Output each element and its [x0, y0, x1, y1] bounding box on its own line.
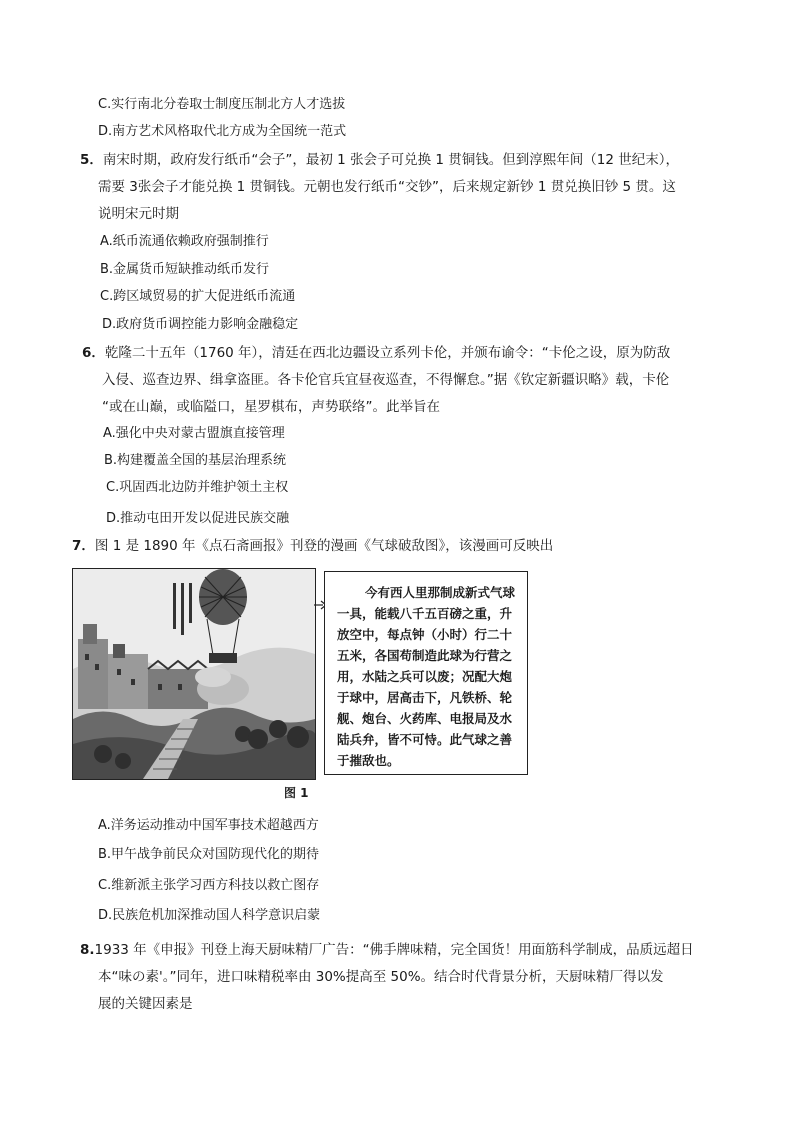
figure-text-line: 一具，能载八千五百磅之重，升: [337, 606, 513, 621]
q8-stem-1: 1933 年《申报》刊登上海天厨味精厂广告：“佛手牌味精，完全国货！用面筋科学制成，品质远超日: [94, 942, 694, 958]
q5-option-d: D.政府货币调控能力影响金融稳定: [102, 317, 299, 332]
q5-stem-2: 需要 3张会子才能兑换 1 贯铜钱。元朝也发行纸币“交钞”，后来规定新钞 1 贯兑换旧钞 5 贯。这: [98, 179, 676, 195]
q6-option-b: B.构建覆盖全国的基层治理系统: [104, 453, 287, 468]
q6-stem-2: 入侵、巡查边界、缉拿盗匪。各卡伦官兵宜昼夜巡查，不得懈怠。”据《钦定新疆识略》载，卡伦: [102, 372, 670, 388]
q8-number: 8.: [80, 942, 95, 958]
q7-option-a: A.洋务运动推动中国军事技术超越西方: [98, 818, 319, 833]
q5-option-b: B.金属货币短缺推动纸币发行: [100, 262, 270, 277]
figure-text-line: 于摧敌也。: [337, 753, 400, 768]
q7-stem: 图 1 是 1890 年《点石斋画报》刊登的漫画《气球破敌图》，该漫画可反映出: [94, 538, 554, 554]
q8-stem-2: 本“味の素'。”同年，进口味精税率由 30%提高至 50%。结合时代背景分析，天厨味精厂得以发: [98, 969, 664, 985]
q8-stem-3: 展的关键因素是: [98, 996, 193, 1012]
q5-stem-1: 南宋时期，政府发行纸币“会子”，最初 1 张会子可兑换 1 贯铜钱。但到淳熙年间（12 世纪末），: [102, 152, 679, 168]
figure-text-line: 五米，各国苟制造此球为行营之: [337, 648, 513, 663]
q5-stem-line-1: [80, 150, 679, 170]
balloon-cartoon-drawing: [73, 569, 315, 779]
q5-option-c: C.跨区域贸易的扩大促进纸币流通: [100, 289, 296, 304]
q6-option-d: D.推动屯田开发以促进民族交融: [106, 511, 290, 526]
q7-option-c: C.维新派主张学习西方科技以救亡图存: [98, 878, 320, 893]
q6-stem-3: “或在山巅，或临隘口，星罗棋布，声势联络”。此举旨在: [102, 399, 440, 415]
q6-stem-1: 乾隆二十五年（1760 年），清廷在西北边疆设立系列卡伦，并颁布谕令：“卡伦之设，原为防敌: [104, 345, 671, 361]
q7-number: 7．: [72, 538, 95, 554]
figure-caption: 图 1: [284, 786, 309, 800]
q7-option-b: B.甲午战争前民众对国防现代化的期待: [98, 847, 320, 862]
q4-option-d: D.南方艺术风格取代北方成为全国统一范式: [98, 124, 347, 139]
figure-text-line: 舰、炮台、火药库、电报局及水: [337, 711, 513, 726]
figure-text-line: 陆兵弁，皆不可恃。此气球之善: [337, 732, 513, 747]
q6-stem-line-1: [82, 343, 670, 363]
q6-option-a: A.强化中央对蒙古盟旗直接管理: [103, 426, 285, 441]
figure-text-box: [324, 571, 528, 775]
q8-stem-line-1: [80, 940, 694, 960]
q7-stem-line: [72, 536, 553, 556]
q6-option-c: C.巩固西北边防并维护领土主权: [106, 480, 289, 495]
figure-text-line: 用，水陆之兵可以废；况配大炮: [337, 669, 513, 684]
figure-text-line: 于球中，居高击下，凡铁桥、轮: [337, 690, 513, 705]
q5-stem-3: 说明宋元时期: [98, 206, 179, 222]
balloon-cartoon-image: [72, 568, 316, 780]
q5-number: 5．: [80, 152, 103, 168]
figure-text-line: 放空中，每点钟（小时）行二十: [337, 627, 513, 642]
q7-option-d: D.民族危机加深推动国人科学意识启蒙: [98, 908, 321, 923]
q4-option-c: C.实行南北分卷取士制度压制北方人才选拔: [98, 97, 346, 112]
q6-number: 6．: [82, 345, 105, 361]
q5-option-a: A.纸币流通依赖政府强制推行: [100, 234, 269, 249]
figure-text-line: 今有西人里那制成新式气球: [365, 585, 516, 600]
